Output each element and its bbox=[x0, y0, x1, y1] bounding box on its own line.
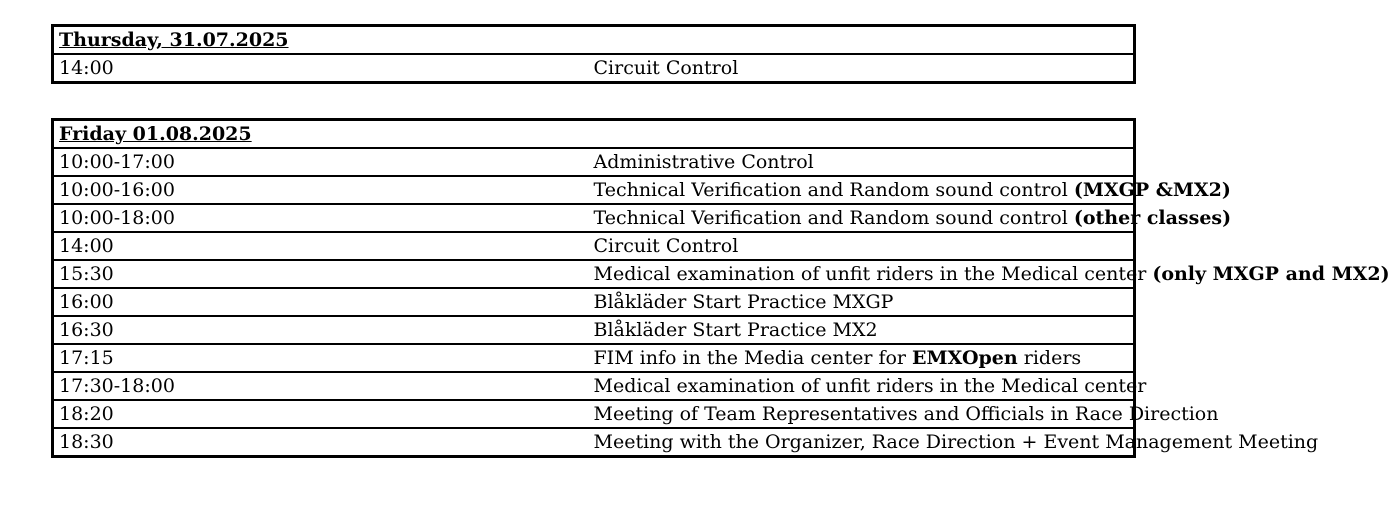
event-cell bbox=[593, 260, 1390, 288]
event-cell bbox=[594, 54, 1135, 83]
event-cell bbox=[594, 232, 1135, 260]
event-cell bbox=[593, 372, 1147, 400]
table-row bbox=[53, 344, 1135, 372]
time-cell: 17:30-18:00 bbox=[53, 372, 594, 400]
event-bold-text: (only MXGP and MX2) bbox=[1152, 263, 1390, 285]
event-cell bbox=[594, 148, 1135, 176]
event-text: Meeting of Team Representatives and Officials in Race Direction bbox=[593, 403, 1219, 425]
day-heading: Friday 01.08.2025 bbox=[53, 120, 1135, 149]
time-cell: 18:30 bbox=[53, 428, 594, 457]
event-text: Medical examination of unfit riders in the Medical center bbox=[593, 263, 1153, 285]
time-cell: 10:00-18:00 bbox=[53, 204, 594, 232]
time-cell: 14:00 bbox=[53, 54, 594, 83]
table-row bbox=[53, 400, 1135, 428]
table-row bbox=[53, 288, 1135, 316]
time-cell: 10:00-17:00 bbox=[53, 148, 594, 176]
table-row bbox=[53, 54, 1135, 83]
event-text: FIM info in the Media center for bbox=[593, 347, 913, 369]
event-bold-text: EMXOpen bbox=[912, 347, 1018, 369]
event-cell bbox=[594, 316, 1135, 344]
event-text: Medical examination of unfit riders in the Medical center bbox=[593, 375, 1147, 397]
event-text-after: riders bbox=[1017, 347, 1082, 369]
event-text: Technical Verification and Random sound control bbox=[593, 179, 1074, 201]
event-text: Blåkläder Start Practice MXGP bbox=[593, 291, 894, 313]
event-text: Circuit Control bbox=[593, 57, 739, 79]
day-heading: Thursday, 31.07.2025 bbox=[53, 26, 1135, 55]
event-cell bbox=[593, 428, 1319, 457]
time-cell: 14:00 bbox=[53, 232, 594, 260]
schedule-table-thursday bbox=[51, 24, 1136, 84]
time-cell: 16:30 bbox=[53, 316, 594, 344]
time-cell: 15:30 bbox=[53, 260, 594, 288]
table-row bbox=[53, 260, 1135, 288]
event-bold-text: (MXGP &MX2) bbox=[1073, 179, 1231, 201]
event-cell bbox=[593, 204, 1232, 232]
table-row bbox=[53, 316, 1135, 344]
event-cell bbox=[594, 344, 1135, 372]
event-text: Blåkläder Start Practice MX2 bbox=[593, 319, 878, 341]
event-text: Circuit Control bbox=[593, 235, 739, 257]
table-row bbox=[53, 428, 1135, 457]
event-text: Meeting with the Organizer, Race Direction + Event Management Meeting bbox=[593, 431, 1319, 453]
event-cell bbox=[594, 288, 1135, 316]
event-cell bbox=[593, 400, 1219, 428]
table-row bbox=[53, 372, 1135, 400]
table-row bbox=[53, 176, 1135, 204]
day-heading-row bbox=[53, 120, 1135, 149]
schedule-table-friday bbox=[51, 118, 1390, 458]
time-cell: 16:00 bbox=[53, 288, 594, 316]
table-row bbox=[53, 204, 1135, 232]
event-cell bbox=[593, 176, 1231, 204]
time-cell: 10:00-16:00 bbox=[53, 176, 594, 204]
day-heading-row bbox=[53, 26, 1135, 55]
table-row bbox=[53, 232, 1135, 260]
event-text: Administrative Control bbox=[593, 151, 814, 173]
time-cell: 17:15 bbox=[53, 344, 594, 372]
event-bold-text: (other classes) bbox=[1073, 207, 1232, 229]
table-row bbox=[53, 148, 1135, 176]
time-cell: 18:20 bbox=[53, 400, 594, 428]
event-text: Technical Verification and Random sound control bbox=[593, 207, 1074, 229]
